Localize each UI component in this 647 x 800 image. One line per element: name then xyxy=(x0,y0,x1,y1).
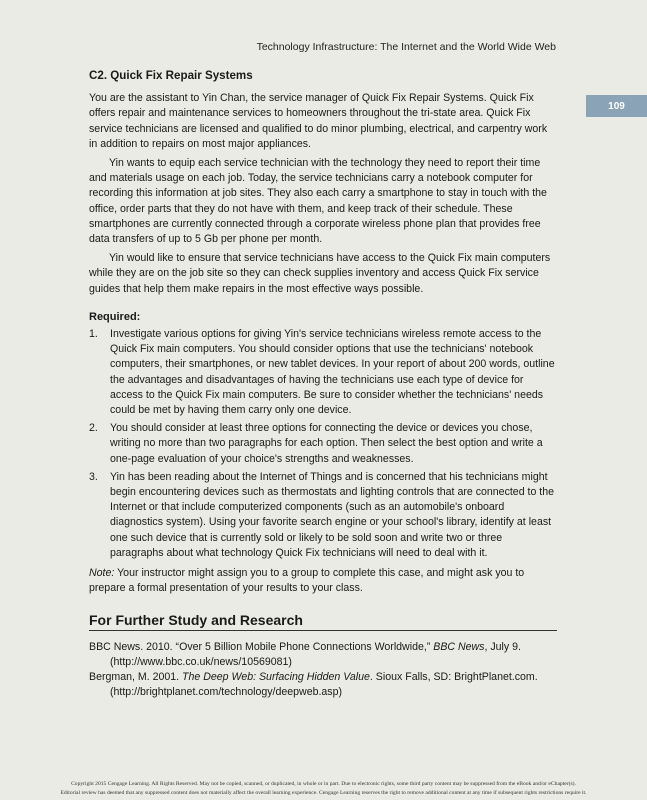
page-number-tab: 109 xyxy=(586,95,647,117)
copyright-line: Copyright 2015 Cengage Learning. All Rights Reserved. May not be copied, scanned, or duplicated, in whole or in part. Due to electronic rights, some third party content may be suppressed from the eBook and/or eChapter(s). xyxy=(71,781,576,787)
reference-item xyxy=(89,640,557,670)
reference-text: , July 9. (http://www.bbc.co.uk/news/10569081) xyxy=(110,640,521,668)
copyright-footer xyxy=(0,780,647,798)
list-item-number: 2. xyxy=(89,422,98,435)
list-item-number: 3. xyxy=(89,470,98,483)
required-label: Required: xyxy=(89,310,141,323)
reference-list xyxy=(89,640,557,701)
required-list xyxy=(89,327,557,561)
note-text: Your instructor might assign you to a group to complete this case, and might ask you to prepare a formal presentation of your results to your class. xyxy=(89,567,525,595)
main-content xyxy=(89,68,557,701)
reference-text: . Sioux Falls, SD: BrightPlanet.com. (http://brightplanet.com/technology/deepweb.asp) xyxy=(110,671,538,699)
list-item xyxy=(89,327,557,418)
list-item xyxy=(89,421,557,467)
reference-source: BBC News xyxy=(433,640,485,653)
note-label: Note: xyxy=(89,567,115,580)
copyright-line: Editorial review has deemed that any suppressed content does not materially affect the overall learning experience. Cengage Learning reserves the right to remove additional content at any time if subsequent rights restrictions require it. xyxy=(60,790,587,796)
list-item xyxy=(89,470,557,561)
case-title: C2. Quick Fix Repair Systems xyxy=(89,69,253,82)
reference-source: The Deep Web: Surfacing Hidden Value xyxy=(182,671,370,684)
case-paragraph: You are the assistant to Yin Chan, the service manager of Quick Fix Repair Systems. Quick Fix offers repair and maintenance services to homeowners throughout the tri-state area. Quick Fix service technicians are licensed and qualified to do minor plumbing, electrical, and carpentry work in addition to repairs on most major appliances. xyxy=(89,92,548,150)
list-item-text: You should consider at least three options for connecting the device or devices you chose, writing no more than two paragraphs for each option. Then select the best option and write a one-page evaluation of your choice's strengths and weaknesses. xyxy=(110,422,543,465)
reference-text: BBC News. 2010. “Over 5 Billion Mobile Phone Connections Worldwide,” xyxy=(89,640,434,653)
list-item-text: Yin has been reading about the Internet of Things and is concerned that his technicians might begin encountering devices such as thermostats and lighting controls that are connected to the Internet or that include computerized components (such as an automobile's onboard diagnostics system). Using your favorite search engine or your school's library, identify at least one such device that is currently sold or likely to be sold soon and write two or three paragraphs about what technology Quick Fix technicians will need to deal with it. xyxy=(110,470,555,559)
case-paragraph: Yin would like to ensure that service technicians have access to the Quick Fix main computers while they are on the job site so they can check supplies inventory and access Quick Fix service guides that help them make repairs in the most effective ways possible. xyxy=(89,252,551,295)
section-heading: For Further Study and Research xyxy=(89,613,557,631)
note-paragraph xyxy=(89,566,557,596)
reference-item xyxy=(89,670,557,700)
case-paragraph: Yin wants to equip each service technician with the technology they need to report their time and materials usage on each job. Today, the service technicians carry a notebook computer for recording this information at job sites. They also each carry a smartphone to stay in touch with the office, order parts that they do not have with them, and keep track of their schedule. These smartphones are currently connected through a corporate wireless phone plan that provides free data transfers of up to 5 Gb per phone per month. xyxy=(89,157,547,246)
reference-text: Bergman, M. 2001. xyxy=(89,671,183,684)
running-head: Technology Infrastructure: The Internet and the World Wide Web xyxy=(256,41,556,53)
list-item-text: Investigate various options for giving Yin's service technicians wireless remote access to the Quick Fix main computers. You should consider options that use the technicians' notebook computers, their smartphones, or new tablet devices. In your report of about 200 words, outline the advantages and disadvantages of having the technicians use each type of device for access to the Quick Fix main computers. Be sure to consider whether the technicians' needs could be met by having them carry only one device. xyxy=(110,328,555,417)
list-item-number: 1. xyxy=(89,328,98,341)
